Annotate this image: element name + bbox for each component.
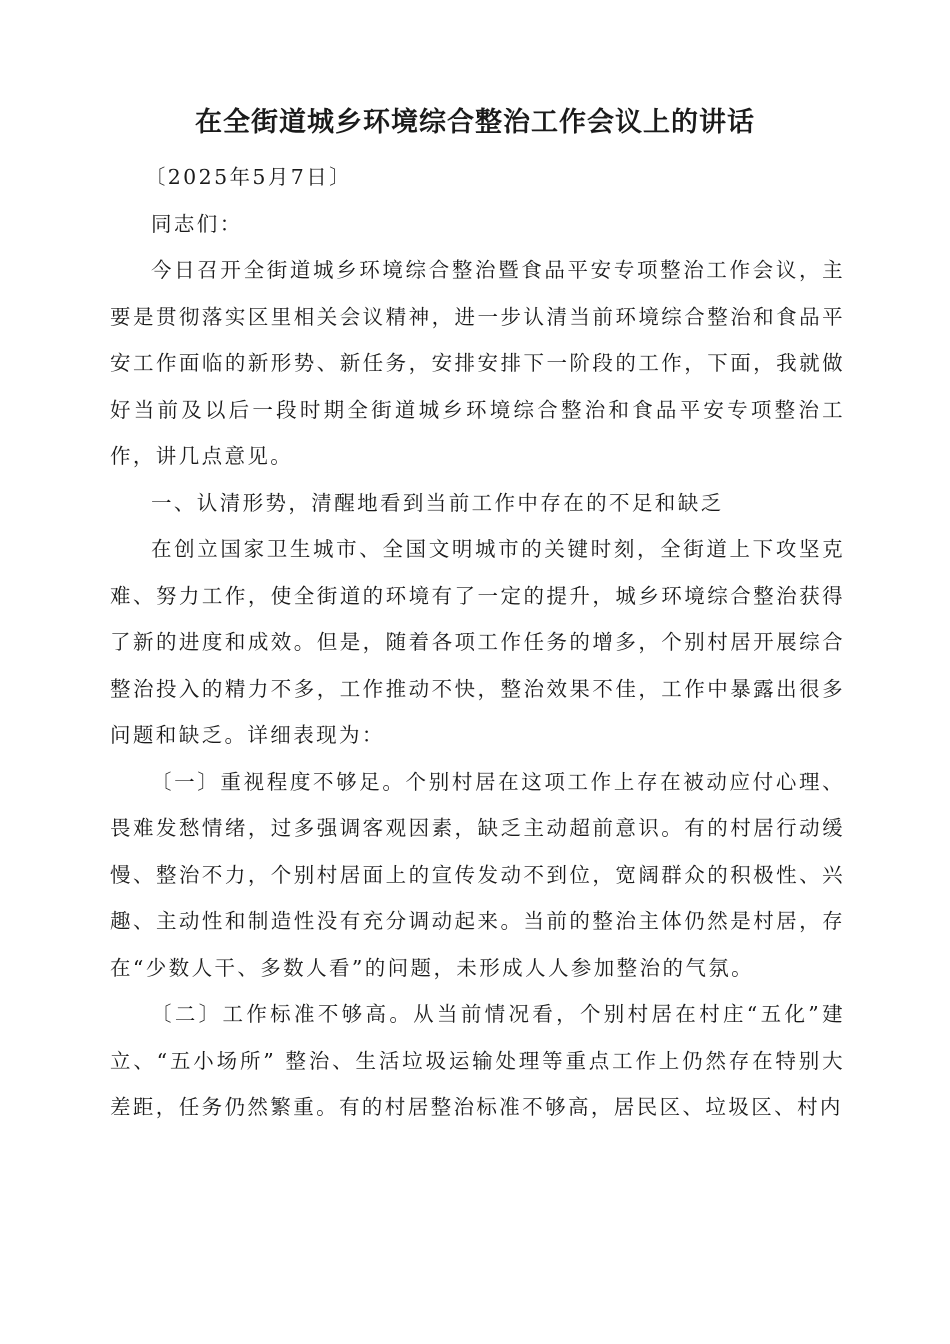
paragraph-situation: 在创立国家卫生城市、全国文明城市的关键时刻，全街道上下攻坚克难、努力工作，使全街道的环境有了一定的提升，城乡环境综合整治获得了新的进度和成效。但是，随着各项工作任务的增多，个别村居开展综合整治投入的精力不多，工作推动不快，整治效果不佳，工作中暴露出很多问题和缺乏。详细表现为：: [110, 537, 845, 747]
section-heading-1: 一、认清形势，清醒地看到当前工作中存在的不足和缺乏: [151, 490, 724, 515]
paragraph-intro: 今日召开全街道城乡环境综合整治暨食品平安专项整治工作会议，主要是贯彻落实区里相关会议精神，进一步认清当前环境综合整治和食品平安工作面临的新形势、新任务，安排安排下一阶段的工作，下面，我就做好当前及以后一段时期全街道城乡环境综合整治和食品平安专项整治工作，讲几点意见。: [110, 258, 845, 468]
greeting: 同志们：: [151, 211, 243, 236]
paragraph-point-1: 〔一〕重视程度不够足。个别村居在这项工作上存在被动应付心理、畏难发愁情绪，过多强调客观因素，缺乏主动超前意识。有的村居行动缓慢、整治不力，个别村居面上的宣传发动不到位，宽阔群众的积极性、兴趣、主动性和制造性没有充分调动起来。当前的整治主体仍然是村居，存在“少数人干、多数人看”的问题，未形成人人参加整治的气氛。: [110, 769, 845, 980]
document-body: [110, 154, 845, 1131]
speech-date: 〔2025年5月7日〕: [144, 165, 352, 189]
paragraph-point-2: 〔二〕工作标准不够高。从当前情况看，个别村居在村庄“五化”建立、“五小场所” 整治、生活垃圾运输处理等重点工作上仍然存在特别大差距，任务仍然繁重。有的村居整治标准不够高，居民区、垃圾区、村内: [110, 1002, 845, 1119]
document-title: 在全街道城乡环境综合整治工作会议上的讲话: [195, 107, 755, 138]
